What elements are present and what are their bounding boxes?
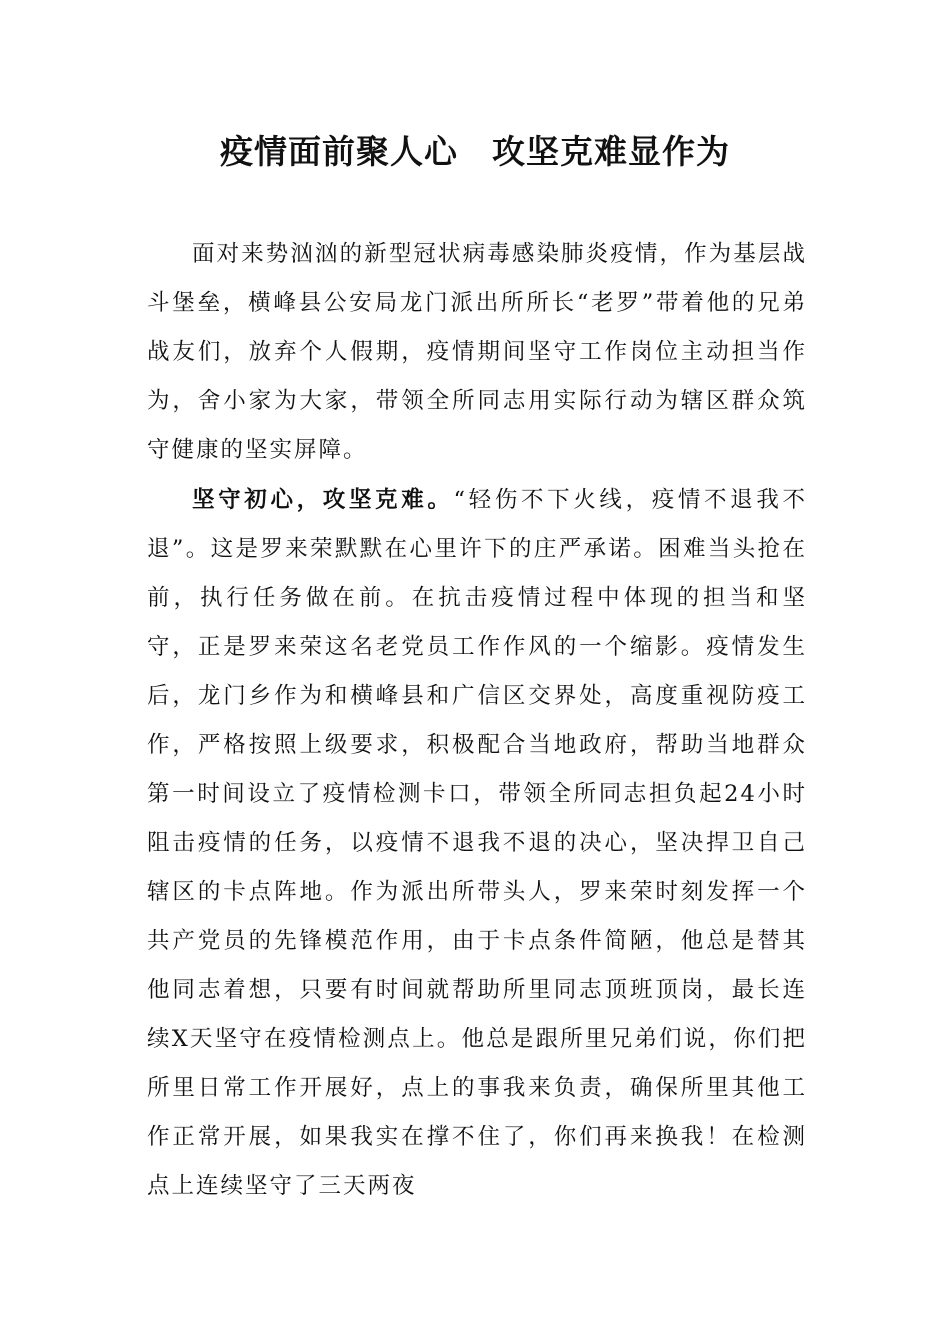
paragraph-1 bbox=[147, 230, 807, 475]
paragraph-2 bbox=[147, 476, 807, 1211]
paragraph-1-text: 面对来势汹汹的新型冠状病毒感染肺炎疫情，作为基层战斗堡垒，横峰县公安局龙门派出所所长“老罗”带着他的兄弟战友们，放弃个人假期，疫情期间坚守工作岗位主动担当作为，舍小家为大家，带领全所同志用实际行动为辖区群众筑守健康的坚实屏障。 bbox=[147, 241, 807, 463]
document-title: 疫情面前聚人心 攻坚克难显作为 bbox=[220, 132, 730, 171]
paragraph-2-text: “轻伤不下火线，疫情不退我不退”。这是罗来荣默默在心里许下的庄严承诺。困难当头抢在前，执行任务做在前。在抗击疫情过程中体现的担当和坚守，正是罗来荣这名老党员工作作风的一个缩影。疫情发生后，龙门乡作为和横峰县和广信区交界处，高度重视防疫工作，严格按照上级要求，积极配合当地政府，帮助当地群众第一时间设立了疫情检测卡口，带领全所同志担负起24小时阻击疫情的任务，以疫情不退我不退的决心，坚决捍卫自己辖区的卡点阵地。作为派出所带头人，罗来荣时刻发挥一个共产党员的先锋模范作用，由于卡点条件简陋，他总是替其他同志着想，只要有时间就帮助所里同志顶班顶岗，最长连续X天坚守在疫情检测点上。他总是跟所里兄弟们说，你们把所里日常工作开展好，点上的事我来负责，确保所里其他工作正常开展，如果我实在撑不住了，你们再来换我！在检测点上连续坚守了三天两夜 bbox=[147, 487, 807, 1199]
paragraph-2-lead: 坚守初心，攻坚克难。 bbox=[192, 487, 454, 513]
